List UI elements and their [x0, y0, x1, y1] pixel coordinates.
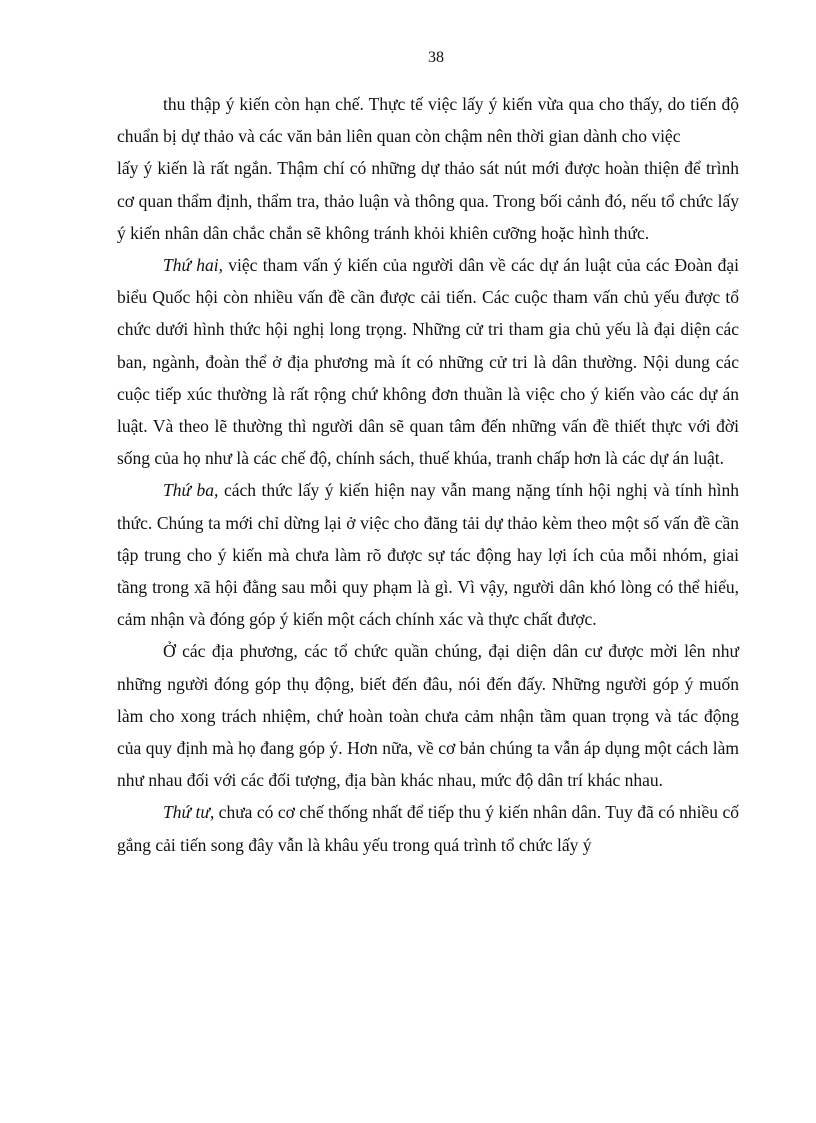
paragraph-text: việc tham vấn ý kiến của người dân về các dự án luật của các Đoàn đại biểu Quốc hội còn nhiều vấn đề cần được cải tiến. Các cuộc tham vấn chủ yếu được tổ chức dưới hình thức hội nghị long trọng. Những cử tri tham gia chủ yếu là đại diện các ban, ngành, đoàn thể ở địa phương mà ít có những cử tri là dân thường. Nội dung các cuộc tiếp xúc thường là rất rộng chứ không đơn thuần là việc cho ý kiến vào các dự án luật. Và theo lẽ thường thì người dân sẽ quan tâm đến những vấn đề thiết thực với đời sống của họ như là các chế độ, chính sách, thuế khúa, tranh chấp hơn là các dự án luật.	[117, 255, 740, 469]
paragraph-text: thu thập ý kiến còn hạn chế. Thực tế việc lấy ý kiến vừa qua cho thấy, do tiến độ chuẩn bị dự thảo và các văn bản liên quan còn chậm nên thời gian dành cho việc	[117, 94, 739, 147]
paragraph-text: Ở các địa phương, các tổ chức quần chúng, đại diện dân cư được mời lên như những người đóng góp thụ động, biết đến đâu, nói đến đấy. Những người góp ý muốn làm cho xong trách nhiệm, chứ hoàn toàn chưa cảm nhận tầm quan trọng và tác động của quy định mà họ đang góp ý. Hơn nữa, về cơ bản chúng ta vẫn áp dụng một cách làm như nhau đối với các đối tượng, địa bàn khác nhau, mức độ dân trí khác nhau.	[117, 641, 739, 791]
page-number: 38	[428, 49, 444, 66]
paragraph	[117, 152, 739, 249]
paragraph-text: chưa có cơ chế thống nhất để tiếp thu ý kiến nhân dân. Tuy đã có nhiều cố gắng cải tiến song đây vẫn là khâu yếu trong quá trình tổ chức lấy ý	[117, 802, 739, 855]
paragraph-lead-label: Thứ hai,	[163, 255, 224, 276]
paragraph	[117, 88, 739, 152]
paragraph-text: lấy ý kiến là rất ngắn. Thậm chí có những dự thảo sát nút mới được hoàn thiện để trình cơ quan thẩm định, thẩm tra, thảo luận và thông qua. Trong bối cảnh đó, nếu tổ chức lấy ý kiến nhân dân chắc chắn sẽ không tránh khỏi khiên cưỡng hoặc hình thức.	[117, 158, 739, 243]
paragraph	[117, 796, 739, 860]
paragraph-lead-label: Thứ tư,	[163, 802, 215, 823]
paragraph	[117, 635, 739, 796]
paragraph	[117, 249, 739, 474]
document-body	[117, 88, 739, 861]
paragraph-lead-label: Thứ ba,	[163, 480, 219, 501]
paragraph	[117, 474, 739, 635]
paragraph-text: cách thức lấy ý kiến hiện nay vẫn mang nặng tính hội nghị và tính hình thức. Chúng ta mới chỉ dừng lại ở việc cho đăng tải dự thảo kèm theo một số vấn đề cần tập trung cho ý kiến mà chưa làm rõ được sự tác động hay lợi ích của mỗi nhóm, giai tầng trong xã hội đằng sau mỗi quy phạm là gì. Vì vậy, người dân khó lòng có thể hiểu, cảm nhận và đóng góp ý kiến một cách chính xác và thực chất được.	[117, 480, 739, 630]
